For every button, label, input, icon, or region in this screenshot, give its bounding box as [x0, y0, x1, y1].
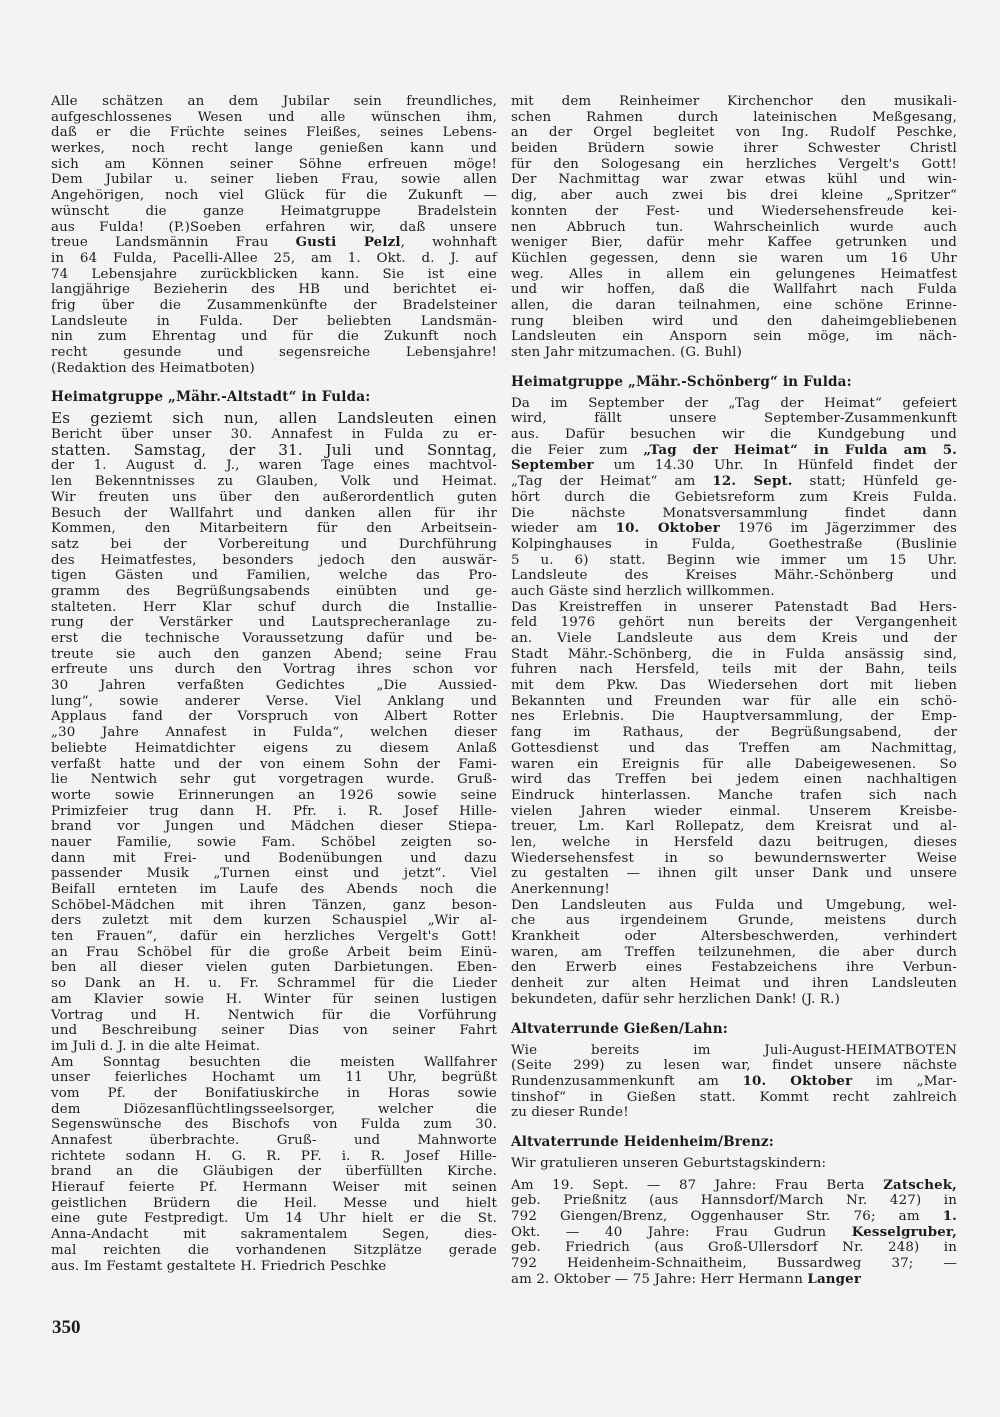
- text-line: der 1. August d. J., waren Tage eines machtvol-: [51, 458, 497, 474]
- text-line: die Feier zum „Tag der Heimat“ in Fulda am 5.: [511, 441, 957, 458]
- text-line: verfaßt hatte und der von einem Sohn der Fami-: [51, 756, 497, 772]
- text-line: 792 Heidenheim-Schnaitheim, Bussardweg 37; —: [511, 1256, 957, 1272]
- text-line: wird, fällt unsere September-Zusammenkunft: [511, 411, 957, 427]
- text-line: langjährige Bezieherin des HB und berichtet ei-: [51, 282, 497, 298]
- text-line: Beifall ernteten im Laufe des Abends noch die: [51, 882, 497, 897]
- text-line: 5 u. 6) statt. Beginn wie immer um 15 Uhr.: [511, 552, 957, 568]
- text-line: aus. Dafür besuchen wir die Kundgebung und: [511, 427, 957, 443]
- text-line: aus. Im Festamt gestaltete H. Friedrich Peschke: [51, 1258, 387, 1274]
- text-line: Landsleute in Fulda. Der beliebten Landsmän-: [51, 313, 497, 329]
- text-line: nin zum Ehrentag und für die Zukunft noch: [51, 329, 497, 345]
- text-line: weniger Bier, dafür mehr Kaffee getrunken und: [511, 235, 957, 251]
- text-line: Da im September der „Tag der Heimat“ gefeiert: [511, 395, 957, 411]
- intro-paragraph: [51, 94, 497, 376]
- text-line: geb. Friedrich (aus Groß-Ullersdorf Nr. 248) in: [511, 1240, 957, 1256]
- text-line: mal reichten die vorhandenen Sitzplätze gerade: [51, 1242, 497, 1258]
- text-line: 30 Jahren verfaßten Gedichtes „Die Aussied-: [51, 678, 497, 694]
- giessen-paragraph: [511, 1043, 957, 1121]
- text-line: rung der Verstärker und Lautsprecheranlage zu-: [51, 615, 497, 631]
- text-line: frig über die Zusammenkünfte der Bradelsteiner: [51, 297, 497, 313]
- text-line: allen, die daran teilnahmen, eine schöne Erinne-: [511, 297, 957, 313]
- text-line: „Tag der Heimat“ am 12. Sept. statt; Hünfeld ge-: [511, 473, 957, 490]
- text-line: schen Rahmen durch lateinischen Meßgesang,: [511, 109, 957, 125]
- text-line: in 64 Fulda, Pacelli-Allee 25, am 1. Okt. d. J. auf: [51, 250, 497, 266]
- text-line: fang im Rathaus, der Begrüßungsabend, der: [511, 725, 957, 741]
- text-line: sich am Können seiner Söhne erfreuen möge!: [51, 156, 497, 172]
- text-line: Den Landsleuten aus Fulda und Umgebung, wel-: [511, 897, 957, 913]
- text-line: Segenswünsche des Bischofs von Fulda zum 30.: [51, 1117, 497, 1133]
- heidenheim-intro: Wir gratulieren unseren Geburtstagskindern:: [511, 1155, 827, 1171]
- text-line: Gottesdienst und das Treffen am Nachmittag,: [511, 740, 957, 756]
- text-line: erfreute uns durch den Vortrag ihres schon vor: [51, 662, 497, 678]
- text-line: Der Nachmittag war zwar etwas kühl und win-: [511, 172, 957, 188]
- text-line: nauer Familie, sowie Fam. Schöbel zeigten so-: [51, 834, 497, 850]
- text-line: September um 14.30 Uhr. In Hünfeld findet der: [511, 457, 957, 474]
- text-line: fuhren nach Hersfeld, teils mit der Bahn, teils: [511, 662, 957, 678]
- text-line: Wiedersehensfest in so bewundernswerter Weise: [511, 850, 957, 866]
- text-line: passender Musik „Turnen einst und jetzt“. Viel: [51, 866, 497, 882]
- text-line: Eindruck hinterlassen. Manche trafen sich nach: [511, 787, 957, 803]
- text-line: beliebte Heimatdichter eigens zu diesem Anlaß: [51, 740, 497, 756]
- text-line: nen Abbruch tun. Wahrscheinlich wurde auch: [511, 219, 957, 235]
- text-line: Küchlen gegessen, denn sie waren um 16 Uhr: [511, 250, 957, 266]
- text-line: aufgeschlossenes Wesen und alle wünschen ihm,: [51, 109, 497, 125]
- text-line: wird das Treffen bei jedem einen nachhaltigen: [511, 772, 957, 788]
- text-line: Alle schätzen an dem Jubilar sein freundliches,: [51, 94, 497, 109]
- text-line: am 2. Oktober — 75 Jahre: Herr Hermann Langer: [511, 1270, 862, 1287]
- text-line: Kommen, den Mitarbeitern für den Arbeitsein-: [51, 521, 497, 537]
- text-line: konnten der Fest- und Wiedersehensfreude kei-: [511, 203, 957, 219]
- text-line: zu gestalten — ihnen gilt unser Dank und unsere: [511, 866, 957, 882]
- text-line: an Frau Schöbel für die große Arbeit beim Einü-: [51, 944, 497, 960]
- text-line: treue Landsmännin Frau Gusti Pelzl, wohnhaft: [51, 234, 497, 251]
- text-line: brand an die Gläubigen der überfüllten Kirche.: [51, 1164, 497, 1180]
- text-line: Anerkennung!: [511, 882, 610, 897]
- text-line: Es geziemt sich nun, allen Landsleuten einen: [51, 409, 497, 428]
- text-line: geb. Prießnitz (aus Hannsdorf/March Nr. 427) in: [511, 1193, 957, 1209]
- text-line: mit dem Pkw. Das Wiedersehen dort mit lieben: [511, 678, 957, 694]
- text-line: richtete sodann H. G. R. PF. i. R. Josef Hille-: [51, 1148, 497, 1164]
- text-line: an. Viele Landsleute aus dem Kreis und der: [511, 631, 957, 646]
- text-line: des Heimatfestes, besonders jedoch den auswär-: [51, 552, 497, 568]
- text-line: denheit zur alten Heimat und ihren Landsleuten: [511, 976, 957, 992]
- text-line: Hierauf feierte Pf. Hermann Weiser mit seinen: [51, 1180, 497, 1196]
- right-column: [511, 94, 957, 1287]
- text-line: Am 19. Sept. — 87 Jahre: Frau Berta Zatschek,: [511, 1176, 957, 1193]
- text-line: statten. Samstag, der 31. Juli und Sonntag,: [51, 440, 497, 459]
- text-line: dig, aber auch zwei bis drei kleine „Spritzer“: [511, 188, 957, 204]
- text-line: len Bekenntnisses zu Glauben, Volk und Heimat.: [51, 474, 497, 490]
- text-line: vom Pf. der Bonifatiuskirche in Horas sowie: [51, 1085, 497, 1101]
- text-line: auch Gäste sind herzlich willkommen.: [511, 583, 775, 599]
- text-line: Schöbel-Mädchen mit ihren Tänzen, ganz beson-: [51, 897, 497, 913]
- text-line: sten Jahr mitzumachen. (G. Buhl): [511, 345, 742, 360]
- text-line: waren ein Ereignis für alle Dabeigewesenen. So: [511, 756, 957, 772]
- text-line: Wir freuten uns über den außerordentlich guten: [51, 489, 497, 505]
- text-line: vielen Jahren wieder einmal. Unserem Kreisbe-: [511, 803, 957, 819]
- section-heading-giessen: Altvaterrunde Gießen/Lahn:: [511, 1020, 728, 1037]
- text-line: dann mit Frei- und Bodenübungen und dazu: [51, 850, 497, 866]
- text-line: zu dieser Runde!: [511, 1105, 629, 1121]
- text-line: Applaus fand der Vorspruch von Albert Rotter: [51, 709, 497, 725]
- text-line: (Redaktion des Heimatboten): [51, 360, 255, 376]
- text-line: brand vor Jungen und Mädchen dieser Stiepa-: [51, 819, 497, 835]
- text-line: aus Fulda! (P.)Soeben erfahren wir, daß unsere: [51, 219, 497, 235]
- text-line: Landsleuten ein Ansporn sein möge, im näch-: [511, 329, 957, 345]
- text-line: satz bei der Vorbereitung und Durchführung: [51, 536, 497, 552]
- text-line: hört durch die Gebietsreform zum Kreis Fulda.: [511, 489, 957, 505]
- text-line: Annafest überbrachte. Gruß- und Mahnworte: [51, 1133, 497, 1148]
- text-line: recht gesunde und segensreiche Lebensjahre!: [51, 345, 497, 360]
- section-heading-altstadt: Heimatgruppe „Mähr.-Altstadt“ in Fulda:: [51, 389, 371, 406]
- text-line: an der Orgel begleitet von Ing. Rudolf Peschke,: [511, 125, 957, 141]
- text-line: len, welche in Hersfeld dazu beitrugen, dieses: [511, 834, 957, 850]
- text-line: gramm des Begrüßungsabends einübten und ge-: [51, 583, 497, 599]
- altstadt-paragraph: [51, 411, 497, 1054]
- text-line: lung“, sowie anderer Verse. Viel Anklang und: [51, 693, 497, 709]
- text-line: Dem Jubilar u. seiner lieben Frau, sowie allen: [51, 172, 497, 188]
- text-line: am Klavier sowie H. Winter für seinen lustigen: [51, 991, 497, 1007]
- text-line: beiden Brüdern sowie ihrer Schwester Christl: [511, 141, 957, 157]
- text-line: im Juli d. J. in die alte Heimat.: [51, 1038, 261, 1054]
- text-line: 792 Giengen/Brenz, Oggenhauser Str. 76; am 1.: [511, 1208, 957, 1224]
- text-line: den Erwerb eines Festabzeichens ihre Verbun-: [511, 960, 957, 976]
- text-line: Stadt Mähr.-Schönberg, die in Fulda ansässig sind,: [511, 646, 957, 662]
- text-line: ders zuletzt mit dem kurzen Schauspiel „Wir al-: [51, 913, 497, 929]
- text-line: wünscht die ganze Heimatgruppe Bradelstein: [51, 203, 497, 219]
- text-line: Okt. — 40 Jahre: Frau Gudrun Kesselgruber,: [511, 1223, 957, 1240]
- text-line: worte sowie Erinnerungen an 1926 sowie seine: [51, 787, 497, 803]
- text-line: Krankheit oder Altersbeschwerden, verhindert: [511, 929, 957, 945]
- text-line: treute sie auch den ganzen Abend; seine Frau: [51, 646, 497, 662]
- text-line: wieder am 10. Oktober 1976 im Jägerzimmer des: [511, 520, 957, 537]
- text-line: und wir hoffen, daß die Wallfahrt nach Fulda: [511, 282, 957, 298]
- text-line: feld 1976 gehört nun bereits der Vergangenheit: [511, 615, 957, 631]
- section-heading-heidenheim: Altvaterrunde Heidenheim/Brenz:: [511, 1133, 774, 1150]
- section-heading-schoenberg: Heimatgruppe „Mähr.-Schönberg“ in Fulda:: [511, 373, 852, 390]
- text-line: waren, am Treffen teilzunehmen, die aber durch: [511, 944, 957, 960]
- text-line: Die nächste Monatsversammlung findet dann: [511, 505, 957, 521]
- text-line: weg. Alles in allem ein gelungenes Heimatfest: [511, 266, 957, 282]
- text-line: ten Frauen“, dafür ein herzliches Vergelt's Gott!: [51, 929, 497, 945]
- text-line: Bericht über unser 30. Annafest in Fulda zu er-: [51, 427, 497, 443]
- text-line: Rundenzusammenkunft am 10. Oktober im „Mar-: [511, 1072, 957, 1089]
- text-line: 74 Lebensjahre zurückblicken kann. Sie ist eine: [51, 266, 497, 282]
- text-line: eine gute Festpredigt. Um 14 Uhr hielt er die St.: [51, 1211, 497, 1227]
- text-line: treuer, Lm. Karl Rollepatz, dem Kreisrat und al-: [511, 819, 957, 835]
- continuation-paragraph: [511, 94, 957, 361]
- text-line: Primizfeier trug dann H. Pfr. i. R. Josef Hille-: [51, 803, 497, 819]
- text-line: Am Sonntag besuchten die meisten Wallfahrer: [51, 1054, 497, 1070]
- text-line: tinshof“ in Gießen statt. Kommt recht zahlreich: [511, 1089, 957, 1105]
- page-number: 350: [52, 1317, 81, 1338]
- text-line: Das Kreistreffen in unserer Patenstadt Bad Hers-: [511, 599, 957, 615]
- text-line: geistlichen Brüdern die Heil. Messe und hielt: [51, 1195, 497, 1211]
- text-line: für den Sologesang ein herzliches Vergelt's Gott!: [511, 156, 957, 172]
- text-line: Bekannten und Freunden war für alle ein schö-: [511, 693, 957, 709]
- text-line: mit dem Reinheimer Kirchenchor den musikali-: [511, 94, 957, 109]
- text-line: tigen Gästen und Familien, welche das Pro-: [51, 568, 497, 584]
- text-line: Wie bereits im Juli-August-HEIMATBOTEN: [511, 1042, 957, 1058]
- text-line: ben all dieser vielen guten Darbietungen. Eben-: [51, 960, 497, 976]
- text-line: unser feierliches Hochamt um 11 Uhr, begrüßt: [51, 1070, 497, 1086]
- heidenheim-paragraph: [511, 1178, 957, 1288]
- text-line: und Beschreibung seiner Dias von seiner Fahrt: [51, 1023, 497, 1039]
- text-line: werkes, noch recht lange genießen kann und: [51, 141, 497, 157]
- sunday-paragraph: [51, 1055, 497, 1275]
- text-line: Anna-Andacht mit sakramentalem Segen, dies-: [51, 1227, 497, 1243]
- text-line: bekundeten, dafür sehr herzlichen Dank! (J. R.): [511, 991, 840, 1007]
- schoenberg-paragraph-c: [511, 898, 957, 1008]
- text-line: so Dank an H. u. Fr. Schrammel für die Lieder: [51, 976, 497, 992]
- text-line: che aus irgendeinem Grunde, meistens durch: [511, 913, 957, 929]
- text-line: daß er die Früchte seines Fleißes, seines Lebens-: [51, 125, 497, 141]
- text-line: erst die technische Voraussetzung dafür und be-: [51, 631, 497, 646]
- schoenberg-paragraph-b: [511, 600, 957, 898]
- text-line: Landsleute des Kreises Mähr.-Schönberg und: [511, 568, 957, 584]
- text-line: Vortrag und H. Nentwich für die Vorführung: [51, 1007, 497, 1023]
- schoenberg-paragraph-a: [511, 396, 957, 600]
- text-line: stalteten. Herr Klar schuf durch die Installie-: [51, 599, 497, 615]
- text-line: Besuch der Wallfahrt und danken allen für ihr: [51, 505, 497, 521]
- text-line: „30 Jahre Annafest in Fulda“, welchen dieser: [51, 725, 497, 741]
- text-line: dem Diözesanflüchtlingsseelsorger, welcher die: [51, 1101, 497, 1117]
- left-column: [51, 94, 497, 1274]
- text-line: lie Nentwich sehr gut vorgetragen wurde. Gruß-: [51, 772, 497, 788]
- text-line: Angehörigen, noch viel Glück für die Zukunft —: [51, 188, 497, 204]
- text-line: (Seite 299) zu lesen war, findet unsere nächste: [511, 1058, 957, 1074]
- text-line: rung bleiben wird und den daheimgebliebenen: [511, 313, 957, 329]
- text-line: Kolpinghauses in Fulda, Goethestraße (Buslinie: [511, 536, 957, 552]
- text-line: nes Erlebnis. Die Hauptversammlung, der Emp-: [511, 709, 957, 725]
